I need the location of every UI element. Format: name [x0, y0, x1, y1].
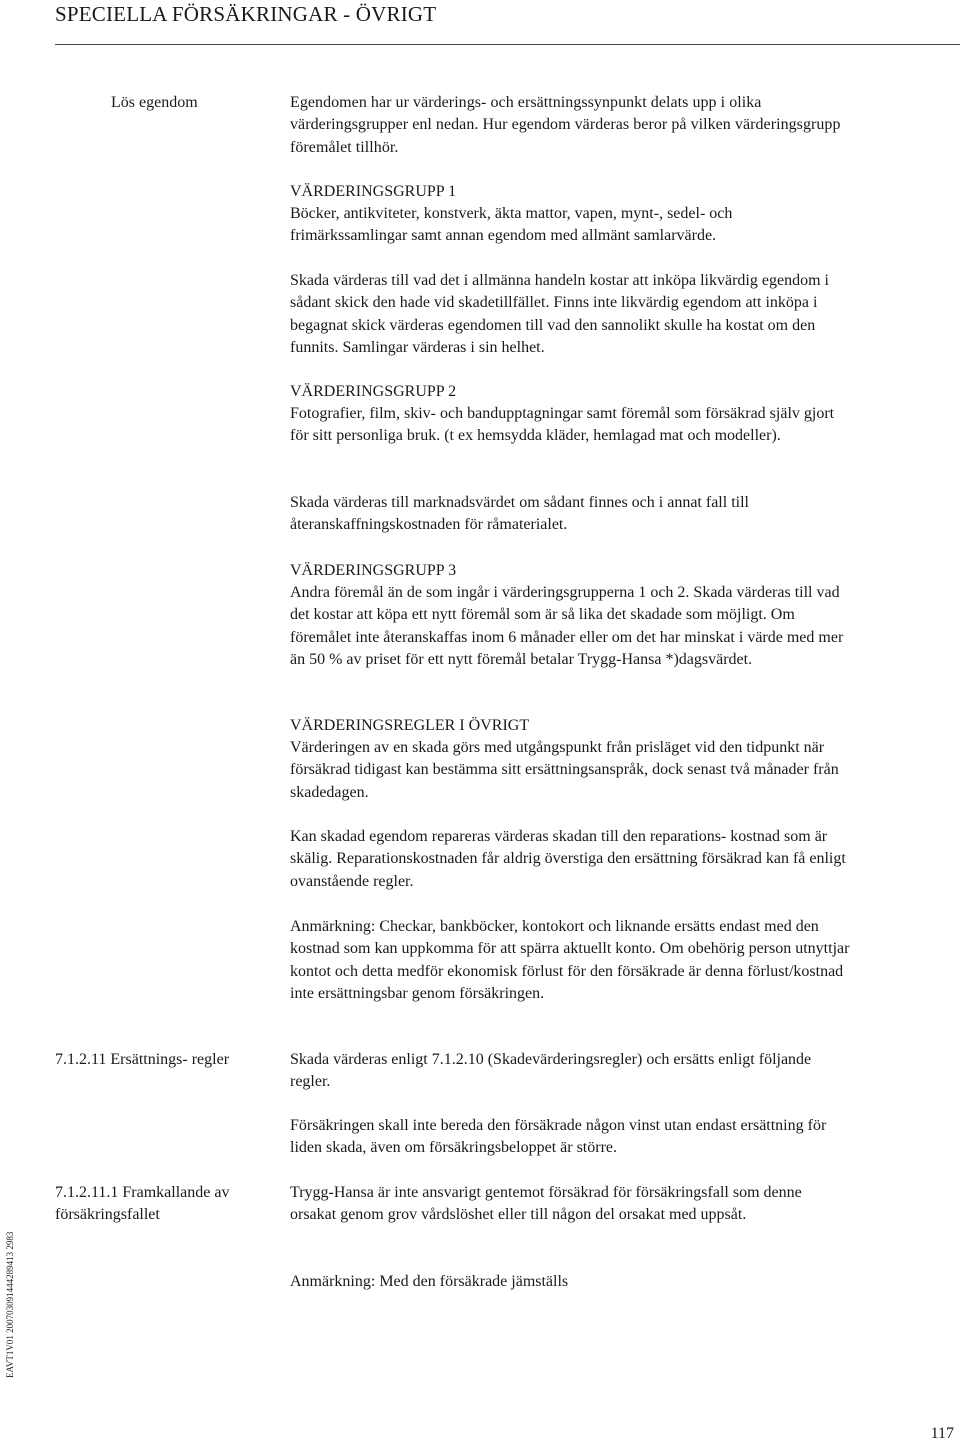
group-heading-1: VÄRDERINGSGRUPP 1: [290, 183, 457, 200]
paragraph-repair: Kan skadad egendom repareras värderas skadan till den reparations- kostnad som är skälig. Reparationskostnaden får aldrig överstiga den ersättning försäkrad kan få enligt ovanstående regler.: [290, 828, 846, 890]
paragraph-note-equal: Anmärkning: Med den försäkrade jämställs: [290, 1273, 569, 1290]
paragraph-rules-timing: Värderingen av en skada görs med utgångspunkt från prisläget vid den tidpunkt när försäkrad tidigast kan bestämma sitt ersättningsanspråk, dock senast två månader från skadedagen.: [290, 739, 839, 801]
section-label: 7.1.2.11.1 Framkallande av försäkringsfallet: [55, 1184, 230, 1224]
document-id-text: EAVT1V01 200703091444289413 2983: [5, 1231, 15, 1378]
paragraph-group-1-valuation: Skada värderas till vad det i allmänna handeln kostar att inköpa likvärdig egendom i sådant skick den hade vid skadetillfället. Finns inte likvärdig egendom att inköpa i begagnat skick värderas egendomen till vad den sannolikt skulle ha kostat om den funnits. Samlingar värderas i sin helhet.: [290, 272, 829, 357]
paragraph-group-3-items: Andra föremål än de som ingår i värderingsgrupperna 1 och 2. Skada värderas till vad det kostar att köpa ett nytt föremål som är så lika det skadade som möjligt. Om föremålet inte återanskaffas inom 6 månader eller om det har minskat i värde med mer än 50 % av priset för ett nytt föremål betalar Trygg-Hansa *)dagsvärdet.: [290, 584, 844, 669]
paragraph-no-profit: Försäkringen skall inte bereda den försäkrade någon vinst utan endast ersättning för liden skada, även om försäkringsbeloppet är större.: [290, 1117, 827, 1157]
header-divider: [55, 44, 960, 45]
paragraph-intro: Egendomen har ur värderings- och ersättningssynpunkt delats upp i olika värderingsgrupper enl nedan. Hur egendom värderas beror på vilken värderingsgrupp föremålet tillhör.: [290, 94, 841, 156]
paragraph-group-1-items: Böcker, antikviteter, konstverk, äkta mattor, vapen, mynt-, sedel- och frimärkssamlingar samt annan egendom med allmänt samlarvärde.: [290, 205, 733, 245]
section-label: 7.1.2.11 Ersättnings- regler: [55, 1051, 230, 1068]
paragraph-group-2-items: Fotografier, film, skiv- och bandupptagningar samt föremål som försäkrad själv gjort för sitt personliga bruk. (t ex hemsydda kläder, hemlagad mat och modeller).: [290, 405, 835, 445]
rules-heading-other: VÄRDERINGSREGLER I ÖVRIGT: [290, 717, 530, 734]
document-id-vertical: [4, 1190, 18, 1380]
paragraph-valuation-rule: Skada värderas enligt 7.1.2.10 (Skadevärderingsregler) och ersätts enligt följande regler.: [290, 1051, 812, 1091]
page-number: 117: [930, 1425, 954, 1442]
paragraph-note-checks: Anmärkning: Checkar, bankböcker, kontokort och liknande ersätts endast med den kostnad som kan uppkomma för att spärra aktuellt konto. Om obehörig person utnyttjar kontot och detta medför ekonomisk förlust för den försäkrade är denna förlust/kostnad inte ersättningsbar genom försäkringen.: [290, 918, 850, 1003]
group-heading-3: VÄRDERINGSGRUPP 3: [290, 562, 457, 579]
page-header-title: SPECIELLA FÖRSÄKRINGAR - ÖVRIGT: [55, 2, 437, 26]
group-heading-2: VÄRDERINGSGRUPP 2: [290, 383, 457, 400]
section-label: Lös egendom: [111, 94, 198, 111]
paragraph-group-2-valuation: Skada värderas till marknadsvärdet om sådant finnes och i annat fall till återanskaffningskostnaden för råmaterialet.: [290, 494, 749, 534]
paragraph-gross-negligence: Trygg-Hansa är inte ansvarigt gentemot försäkrad för försäkringsfall som denne orsakat genom grov vårdslöshet eller till någon del orsakat med uppsåt.: [290, 1184, 802, 1224]
